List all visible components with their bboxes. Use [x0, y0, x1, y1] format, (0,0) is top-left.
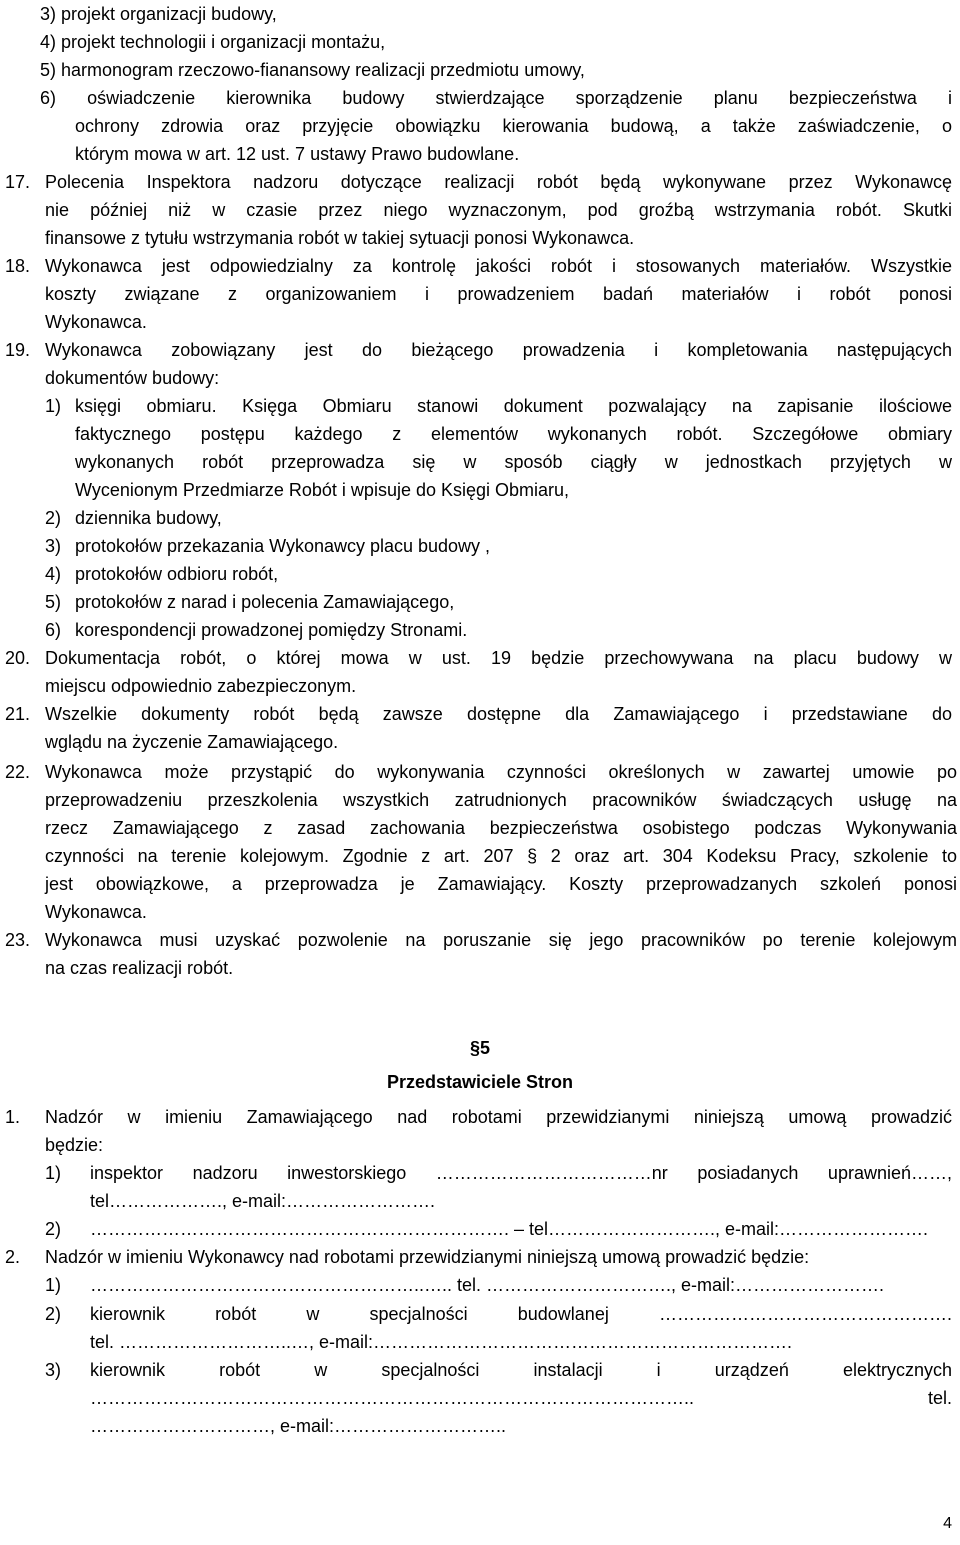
list-item: protokołów odbioru robót,: [75, 564, 279, 584]
paragraph-line: koszty związane z organizowaniem i prowadzeniem badań materiałów i robót ponosi: [45, 284, 952, 304]
paragraph-line: nie później niż w czasie przez niego wyznaczonym, pod groźbą wstrzymania robót. Skutki: [45, 200, 952, 220]
paragraph-line: Wykonawca.: [45, 902, 147, 922]
list-number: 1): [45, 1163, 62, 1183]
paragraph-line: Dokumentacja robót, o której mowa w ust. 19 będzie przechowywana na placu budowy w: [45, 648, 952, 668]
list-item: inspektor nadzoru inwestorskiego ………………………………nr posiadanych uprawnień……,: [90, 1163, 952, 1183]
list-number: 1): [45, 1275, 62, 1295]
list-number: 6): [45, 620, 62, 640]
list-item: ……………………………………………………………. – tel………………………., e-mail:…………………….: [90, 1219, 929, 1239]
paragraph-line: rzecz Zamawiającego z zasad zachowania bezpieczeństwa osobistego podczas Wykonywania: [45, 818, 957, 838]
paragraph-line: Wykonawca może przystąpić do wykonywania czynności określonych w zawartej umowie po: [45, 762, 957, 782]
list-item: księgi obmiaru. Księga Obmiaru stanowi dokument pozwalający na zapisanie ilościowe: [75, 396, 952, 416]
paragraph-line: Wszelkie dokumenty robót będą zawsze dostępne dla Zamawiającego i przedstawiane do: [45, 704, 952, 724]
list-item-continuation: którym mowa w art. 12 ust. 7 ustawy Prawo budowlane.: [75, 144, 520, 164]
list-item-continuation: tel………………., e-mail:…………………….: [90, 1191, 436, 1211]
paragraph-number: 22.: [5, 762, 31, 782]
paragraph-line: Wykonawca jest odpowiedzialny za kontrolę jakości robót i stosowanych materiałów. Wszystkie: [45, 256, 952, 276]
list-item: 4) projekt technologii i organizacji montażu,: [40, 32, 386, 52]
list-item: protokołów przekazania Wykonawcy placu budowy ,: [75, 536, 491, 556]
list-number: 2): [45, 508, 62, 528]
list-item: kierownik robót w specjalności instalacji i urządzeń elektrycznych: [90, 1360, 952, 1380]
paragraph-number: 19.: [5, 340, 31, 360]
page-number: 4: [943, 1515, 952, 1532]
list-item: kierownik robót w specjalności budowlanej ………………………………………….: [90, 1304, 952, 1324]
list-number: 4): [45, 564, 62, 584]
paragraph-number: 1.: [5, 1107, 21, 1127]
list-item-continuation: ……………………………………………………………………………………….. tel.: [90, 1388, 952, 1408]
paragraph-line: Wykonawca zobowiązany jest do bieżącego prowadzenia i kompletowania następujących: [45, 340, 952, 360]
paragraph-line: jest obowiązkowe, a przeprowadza je Zamawiający. Koszty przeprowadzanych szkoleń ponosi: [45, 874, 957, 894]
paragraph-number: 17.: [5, 172, 31, 192]
list-item-continuation: Wycenionym Przedmiarze Robót i wpisuje do Księgi Obmiaru,: [75, 480, 570, 500]
paragraph-number: 23.: [5, 930, 31, 950]
paragraph-number: 18.: [5, 256, 31, 276]
paragraph-line: Wykonawca.: [45, 312, 147, 332]
paragraph-line: przeprowadzeniu przeszkolenia wszystkich zatrudnionych pracowników świadczących usługę na: [45, 790, 957, 810]
paragraph-line: Nadzór w imieniu Wykonawcy nad robotami przewidzianymi niniejszą umową prowadzić będzie:: [45, 1247, 810, 1267]
paragraph-line: finansowe z tytułu wstrzymania robót w takiej sytuacji ponosi Wykonawca.: [45, 228, 635, 248]
paragraph-line: będzie:: [45, 1135, 104, 1155]
list-item: dziennika budowy,: [75, 508, 222, 528]
paragraph-line: wglądu na życzenie Zamawiającego.: [45, 732, 339, 752]
list-item-continuation: faktycznego postępu każdego z elementów wykonanych robót. Szczegółowe obmiary: [75, 424, 952, 444]
list-item: korespondencji prowadzonej pomiędzy Stronami.: [75, 620, 468, 640]
paragraph-line: Polecenia Inspektora nadzoru dotyczące realizacji robót będą wykonywane przez Wykonawcę: [45, 172, 952, 192]
paragraph-number: 20.: [5, 648, 31, 668]
paragraph-line: na czas realizacji robót.: [45, 958, 234, 978]
list-item-continuation: …………………………, e-mail:………………………..: [90, 1416, 507, 1436]
list-item: protokołów z narad i polecenia Zamawiającego,: [75, 592, 455, 612]
paragraph-number: 2.: [5, 1247, 21, 1267]
list-item: 6) oświadczenie kierownika budowy stwierdzające sporządzenie planu bezpieczeństwa i: [40, 88, 952, 108]
list-number: 5): [45, 592, 62, 612]
list-number: 3): [45, 1360, 62, 1380]
paragraph-line: Nadzór w imieniu Zamawiającego nad robotami przewidzianymi niniejszą umową prowadzić: [45, 1107, 952, 1127]
section-title: Przedstawiciele Stron: [386, 1072, 574, 1092]
paragraph-line: Wykonawca musi uzyskać pozwolenie na poruszanie się jego pracowników po terenie kolejowym: [45, 930, 957, 950]
list-item: 5) harmonogram rzeczowo-fianansowy realizacji przedmiotu umowy,: [40, 60, 585, 80]
list-number: 3): [45, 536, 62, 556]
list-number: 1): [45, 396, 62, 416]
paragraph-number: 21.: [5, 704, 31, 724]
list-item: ………………………………………………..….. tel. …………………………., e-mail:…………………….: [90, 1275, 885, 1295]
paragraph-line: czynności na terenie kolejowym. Zgodnie z art. 207 § 2 oraz art. 304 Kodeksu Pracy, szkolenie to: [45, 846, 957, 866]
list-item: 3) projekt organizacji budowy,: [40, 4, 277, 24]
list-item-continuation: wykonanych robót przeprowadza się w sposób ciągły w jednostkach przyjętych w: [75, 452, 952, 472]
list-number: 2): [45, 1304, 62, 1324]
section-number: §5: [469, 1038, 491, 1058]
list-item-continuation: ochrony zdrowia oraz przyjęcie obowiązku kierowania budową, a także zaświadczenie, o: [75, 116, 952, 136]
paragraph-line: dokumentów budowy:: [45, 368, 220, 388]
list-number: 2): [45, 1219, 62, 1239]
list-item-continuation: tel. ………………………..…, e-mail:…………………………………………………………….: [90, 1332, 793, 1352]
paragraph-line: miejscu odpowiednio zabezpieczonym.: [45, 676, 357, 696]
